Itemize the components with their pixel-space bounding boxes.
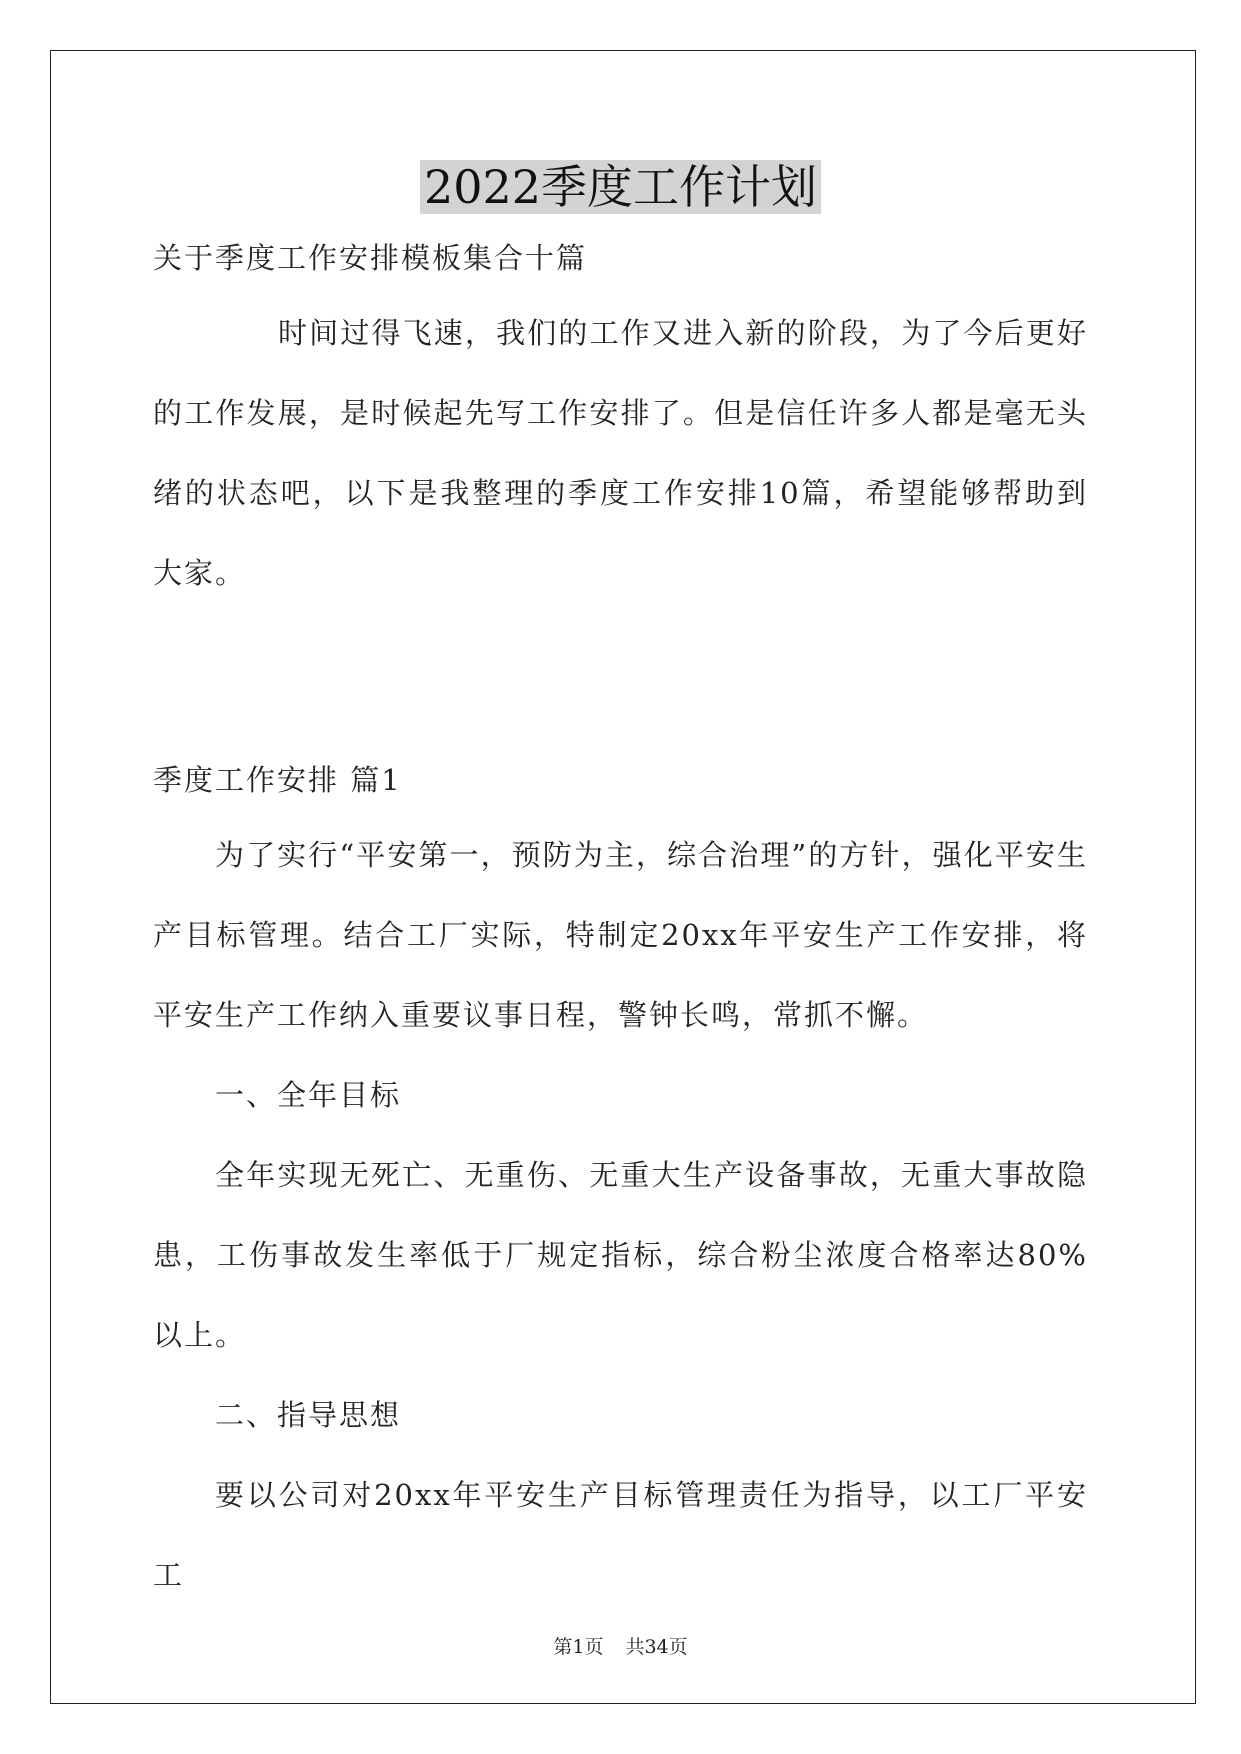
paragraph-1: 为了实行“平安第一，预防为主，综合治理”的方针，强化平安生产目标管理。结合工厂实际，特制定20xx年平安生产工作安排，将平安生产工作纳入重要议事日程，警钟长鸣，常抓不懈。: [153, 838, 1088, 1032]
paragraph-2: 全年实现无死亡、无重伤、无重大生产设备事故，无重大事故隐患，工伤事故发生率低于厂规定指标，综合粉尘浓度合格率达80%以上。: [153, 1158, 1088, 1352]
heading-guiding-thought: 二、指导思想: [215, 1398, 402, 1432]
paragraph-3: 要以公司对20xx年平安生产目标管理责任为指导，以工厂平安工: [153, 1478, 1088, 1592]
page-footer: [0, 1632, 1241, 1659]
document-title: 2022季度工作计划: [0, 155, 1241, 219]
heading-annual-goal: 一、全年目标: [215, 1078, 402, 1112]
intro-paragraph: 时间过得飞速，我们的工作又进入新的阶段，为了今后更好的工作发展，是时候起先写工作安排了。但是信任许多人都是毫无头绪的状态吧，以下是我整理的季度工作安排10篇，希望能够帮助到大家。: [153, 316, 1088, 590]
document-subtitle: 关于季度工作安排模板集合十篇: [153, 241, 588, 275]
page-total: 共34页: [625, 1636, 688, 1658]
page-number: 第1页: [553, 1636, 604, 1658]
section-heading: 季度工作安排 篇1: [153, 763, 402, 797]
